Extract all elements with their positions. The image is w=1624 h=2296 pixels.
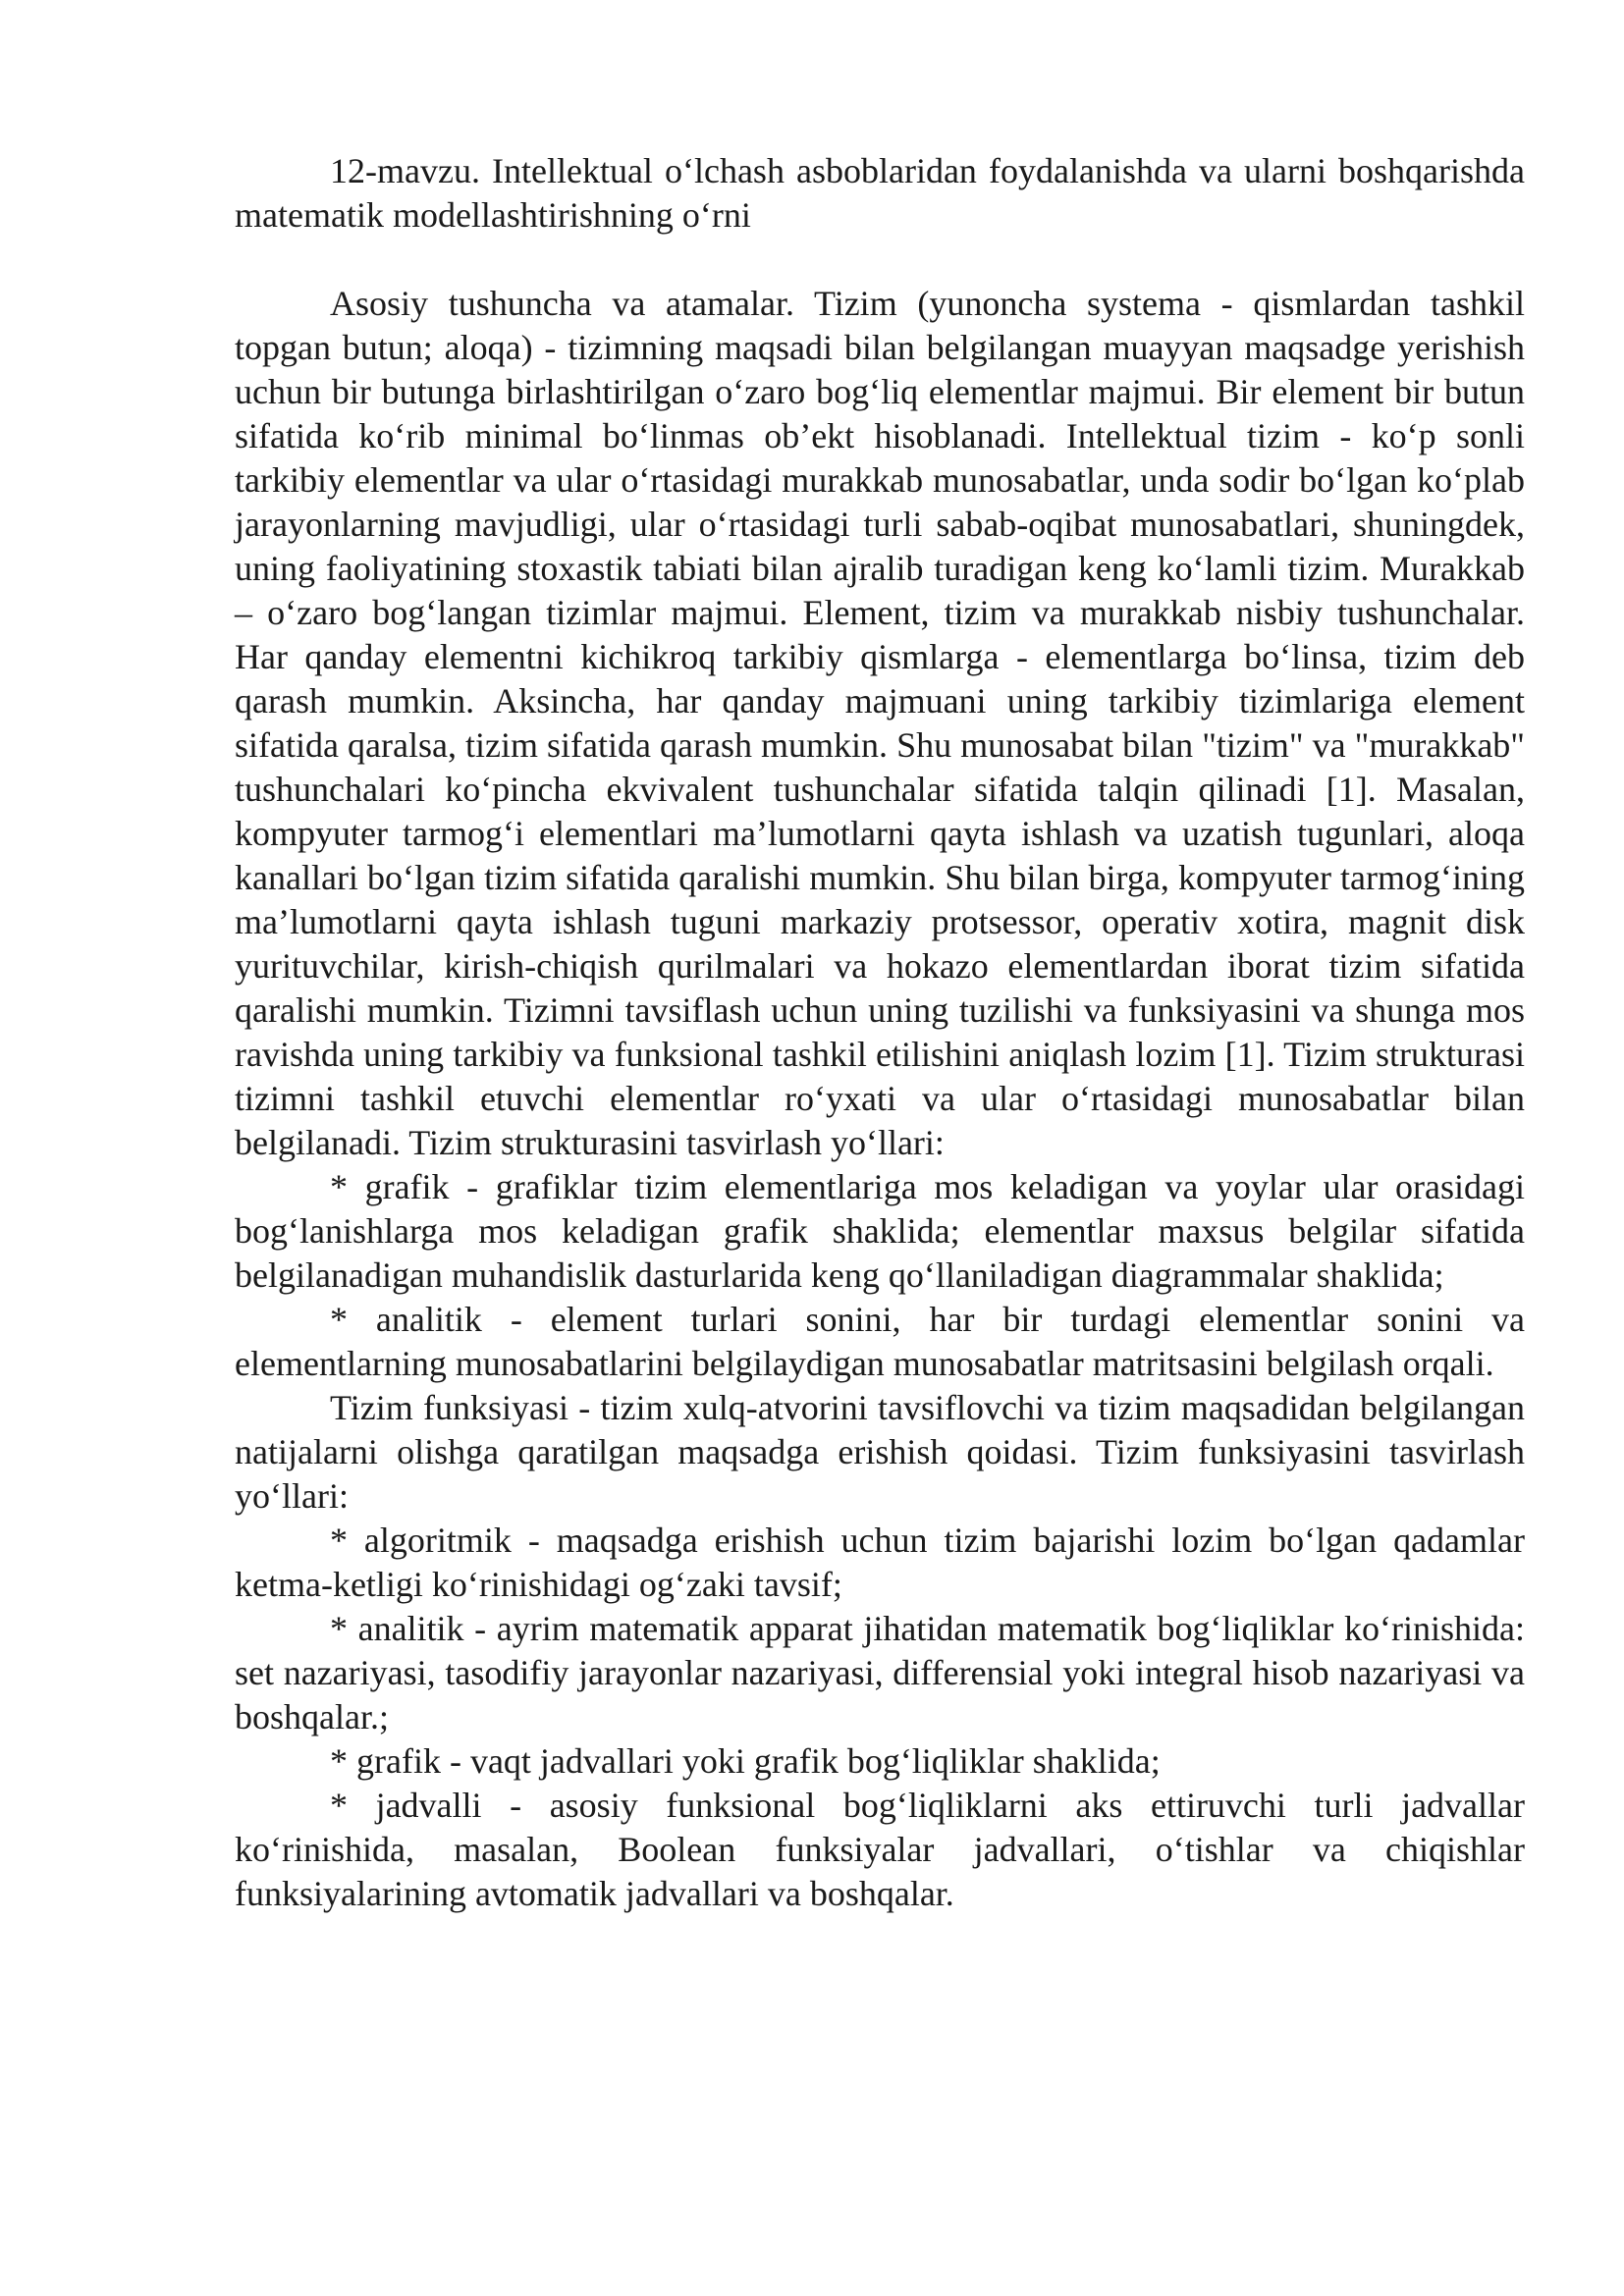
paragraph-system-function: Tizim funksiyasi - tizim xulq-atvorini tavsiflovchi va tizim maqsadidan belgilangan natijalarni olishga qaratilgan maqsadga erishish qoidasi. Tizim funksiyasini tasvirlash yo‘llari: <box>235 1388 1525 1516</box>
page-title: 12-mavzu. Intellektual o‘lchash asboblaridan foydalanishda va ularni boshqarishda matematik modellashtirishning o‘rni <box>235 151 1525 235</box>
list-item-function-graphic: * grafik - vaqt jadvallari yoki grafik bog‘liqliklar shaklida; <box>330 1741 1161 1781</box>
list-item-structure-graphic: * grafik - grafiklar tizim elementlariga mos keladigan va yoylar ular orasidagi bog‘lanishlarga mos keladigan grafik shaklida; elementlar maxsus belgilar sifatida belgilanadigan muhandislik dasturlarida keng qo‘llaniladigan diagrammalar shaklida; <box>235 1167 1525 1295</box>
paragraph-definitions: Asosiy tushuncha va atamalar. Tizim (yunoncha systema - qismlardan tashkil topgan butun; aloqa) - tizimning maqsadi bilan belgilangan muayyan maqsadge yerishish uchun bir butunga birlashtirilgan o‘zaro bog‘liq elementlar majmui. Bir element bir butun sifatida ko‘rib minimal bo‘linmas ob’ekt hisoblanadi. Intellektual tizim - ko‘p sonli tarkibiy elementlar va ular o‘rtasidagi murakkab munosabatlar, unda sodir bo‘lgan ko‘plab jarayonlarning mavjudligi, ular o‘rtasidagi turli sabab-oqibat munosabatlari, shuningdek, uning faoliyatining stoxastik tabiati bilan ajralib turadigan keng ko‘lamli tizim. Murakkab – o‘zaro bog‘langan tizimlar majmui. Element, tizim va murakkab nisbiy tushunchalar. Har qanday elementni kichikroq tarkibiy qismlarga - elementlarga bo‘linsa, tizim deb qarash mumkin. Aksincha, har qanday majmuani uning tarkibiy tizimlariga element sifatida qaralsa, tizim sifatida qarash mumkin. Shu munosabat bilan "tizim" va "murakkab" tushunchalari ko‘pincha ekvivalent tushunchalar sifatida talqin qilinadi [1]. Masalan, kompyuter tarmog‘i elementlari ma’lumotlarni qayta ishlash va uzatish tugunlari, aloqa kanallari bo‘lgan tizim sifatida qaralishi mumkin. Shu bilan birga, kompyuter tarmog‘ining ma’lumotlarni qayta ishlash tuguni markaziy protsessor, operativ xotira, magnit disk yurituvchilar, kirish-chiqish qurilmalari va hokazo elementlardan iborat tizim sifatida qaralishi mumkin. Tizimni tavsiflash uchun uning tuzilishi va funksiyasini va shunga mos ravishda uning tarkibiy va funksional tashkil etilishini aniqlash lozim [1]. Tizim strukturasi tizimni tashkil etuvchi elementlar ro‘yxati va ular o‘rtasidagi munosabatlar bilan belgilanadi. Tizim strukturasini tasvirlash yo‘llari: <box>235 284 1525 1162</box>
list-item-function-tabular: * jadvalli - asosiy funksional bog‘liqliklarni aks ettiruvchi turli jadvallar ko‘rinishida, masalan, Boolean funksiyalar jadvallari, o‘tishlar va chiqishlar funksiyalarining avtomatik jadvallari va boshqalar. <box>235 1786 1525 1913</box>
list-item-structure-analytic: * analitik - element turlari sonini, har bir turdagi elementlar sonini va elementlarning munosabatlarini belgilaydigan munosabatlar matritsasini belgilash orqali. <box>235 1300 1525 1383</box>
document-page <box>235 149 1525 1916</box>
list-item-function-algorithmic: * algoritmik - maqsadga erishish uchun tizim bajarishi lozim bo‘lgan qadamlar ketma-ketligi ko‘rinishidagi og‘zaki tavsif; <box>235 1521 1525 1604</box>
list-item-function-analytic: * analitik - ayrim matematik apparat jihatidan matematik bog‘liqliklar ko‘rinishida: set nazariyasi, tasodifiy jarayonlar nazariyasi, differensial yoki integral hisob nazariyasi va boshqalar.; <box>235 1609 1525 1736</box>
